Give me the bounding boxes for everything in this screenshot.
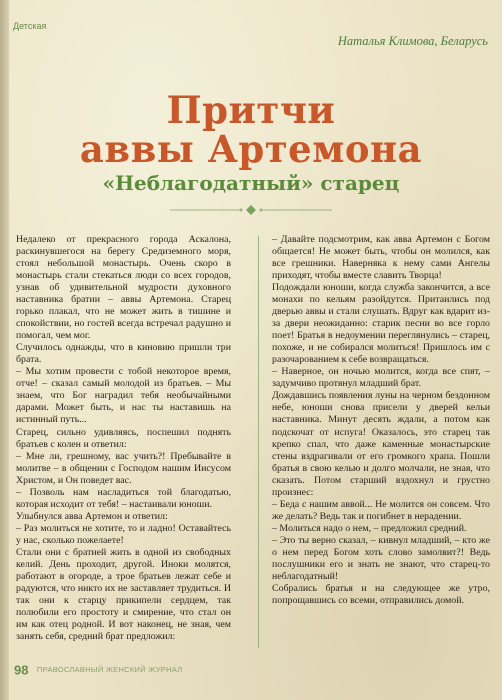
author-byline: Наталья Климова, Беларусь	[337, 34, 488, 48]
ornamental-divider	[170, 204, 332, 216]
body-column-left: Недалеко от прекрасного города Аскалона, раскинувшегося на берегу Средиземного моря, стоял небольшой монастырь. Очень скоро в монастырь стали стекаться люди со всех городов, узнав об удивительной мудрости духовного наставника братии – аввы Артемона. Старец горько плакал, что не может жить в тишине и спокойствии, но гостей всегда встречал радушно и помогал, чем мог. Случилось однажды, что в киновию пришли три брата. – Мы хотим провести с тобой некоторое время, отче! – сказал самый молодой из братьев. – Мы знаем, что Бог наградил тебя необычайными дарами. Может быть, и нас ты наставишь на истинный путь... Старец, сильно удивляясь, поспешил поднять братьев с колен и ответил: – Мне ли, грешному, вас учить?! Пребывайте в молитве – в общении с Господом нашим Иисусом Христом, и Он поведет вас. – Позволь нам насладиться той благодатью, которая исходит от тебя! – настаивали юноши. Улыбнулся авва Артемон и ответил: – Раз молиться не хотите, то и ладно! Оставайтесь у нас, сколько пожелаете! Стали они с братией жить в одной из свободных келий. День проходит, другой. Иноки молятся, работают в огороде, а трое братьев лежат себе и радуются, что никто их не заставляет трудиться. И так они к старцу прикипели сердцем, так полюбили его простоту и смирение, что стал он им как отец родной. И вот наконец, не зная, чем занять себя, средний брат предложил:	[16, 234, 231, 643]
column-divider	[258, 236, 259, 648]
article-subtitle: «Неблагодатный» старец	[102, 171, 400, 195]
article-title-line-1: Притчи	[166, 88, 336, 132]
body-column-right: – Давайте подсмотрим, как авва Артемон с Богом общается! Не может быть, чтобы он молился, как все грешники. Наверняка к нему сами Ангелы приходят, чтобы вместе славить Творца! Подождали юноши, когда служба закончится, а все монахи по кельям разойдутся. Притаились под дверью аввы и стали слушать. Вдруг как вдарит из-за двери неожиданно: старик песни во все горло поет! Братья в недоумении переглянулись – старец, похоже, и не собирался молиться! Пришлось им с разочарованием к себе возвращаться. – Наверное, он ночью молится, когда все спят, – задумчиво протянул младший брат. Дождавшись появления луны на черном бездонном небе, юноши снова присели у дверей кельи наставника. Минут десять ждали, а потом как подскочат от испуга! Оказалось, это старец так крепко спал, что даже каменные монастырские стены вздрагивали от его громкого храпа. Пошли братья в свою келью и долго молчали, не зная, что сказать. Потом старший вздохнул и грустно произнес: – Беда с нашим аввой... Не молится он совсем. Что же делать? Ведь так и погибнет в нерадении. – Молиться надо о нем, – предложил средний. – Это ты верно сказал, – кивнул младший, – кто же о нем перед Богом хоть слово замолвит?! Ведь послушники его и знать не знают, что старец-то неблагодатный! Собрались братья и на следующее же утро, попрощавшись со всеми, отправились домой.	[272, 234, 490, 606]
page-footer	[14, 661, 182, 679]
section-label: Детская	[13, 21, 47, 31]
magazine-name: ПРАВОСЛАВНЫЙ ЖЕНСКИЙ ЖУРНАЛ	[36, 665, 183, 675]
article-title-line-2: аввы Артемона	[79, 127, 423, 171]
page-number: 98	[14, 662, 29, 678]
